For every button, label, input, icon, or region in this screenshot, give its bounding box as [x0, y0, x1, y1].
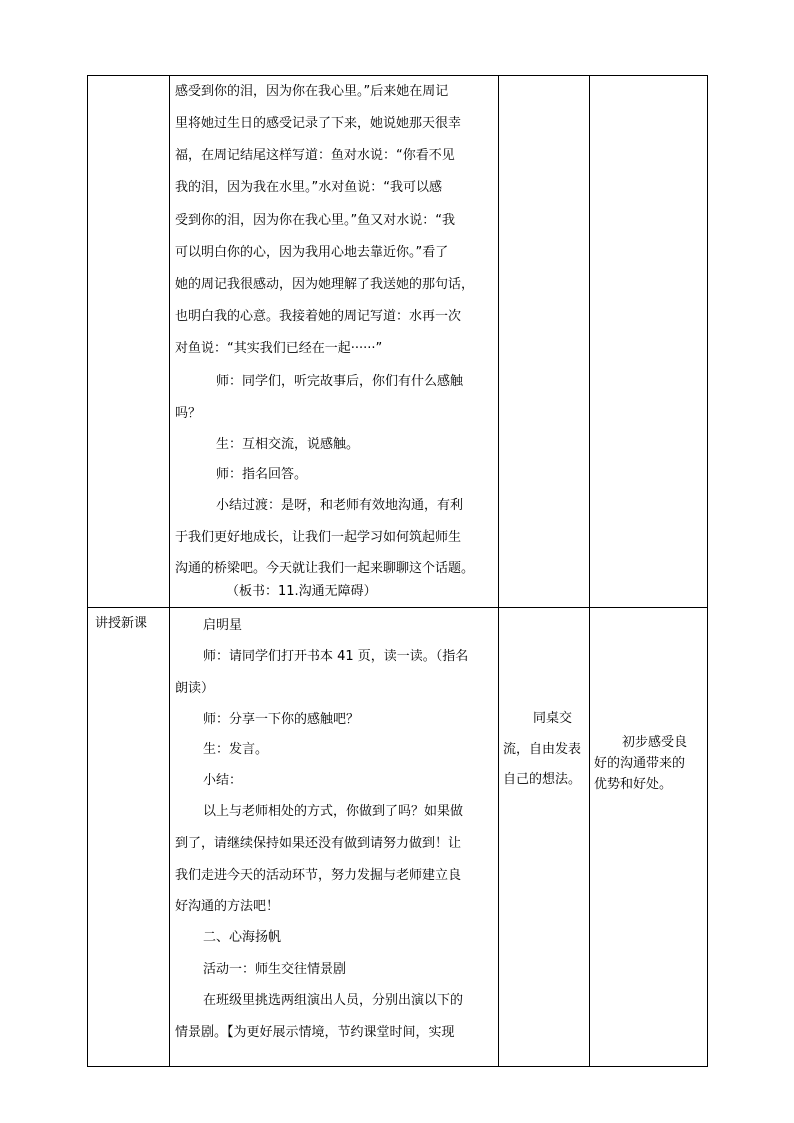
column-divider	[169, 76, 170, 1066]
student-activity-line: 自己的想法。	[503, 772, 582, 787]
row1-line: 受到你的泪，因为你在我心里。”鱼又对水说：“我	[175, 213, 455, 228]
row1-line: 她的周记我很感动，因为她理解了我送她的那句话，	[175, 277, 475, 292]
row1-line: 沟通的桥梁吧。今天就让我们一起来聊聊这个话题。	[175, 561, 475, 576]
student-activity-line: 同桌交	[533, 711, 573, 726]
row1-line: 我的泪，因为我在水里。”水对鱼说：“我可以感	[175, 180, 442, 195]
row2-line: 生：发言。	[203, 742, 269, 757]
row1-line: 可以明白你的心，因为我用心地去靠近你。”看了	[175, 245, 449, 260]
row1-line: 福，在周记结尾这样写道：鱼对水说：“你看不见	[175, 148, 455, 163]
row2-line: 朗读）	[175, 681, 215, 696]
row2-line: 启明星	[203, 618, 243, 633]
row2-line: 在班级里挑选两组演出人员，分别出演以下的	[203, 993, 464, 1008]
row1-line: 吗？	[175, 406, 202, 421]
design-intent-line: 初步感受良	[622, 735, 688, 750]
design-intent-line: 好的沟通带来的	[594, 756, 686, 771]
row2-line: 好沟通的方法吧！	[175, 899, 280, 914]
stage-label: 讲授新课	[95, 616, 148, 631]
row1-line: 生：互相交流，说感触。	[216, 437, 360, 452]
row2-line: 师：请同学们打开书本 41 页，读一读。（指名	[203, 649, 469, 664]
row1-line: 也明白我的心意。我接着她的周记写道：水再一次	[175, 309, 462, 324]
row-divider	[88, 607, 707, 608]
row1-line: （板书：11.沟通无障碍）	[226, 584, 377, 599]
row2-line: 情景剧。【为更好展示情境，节约课堂时间，实现	[175, 1025, 455, 1040]
student-activity-line: 流，自由发表	[503, 742, 582, 757]
row2-line: 活动一：师生交往情景剧	[203, 962, 347, 977]
row2-line: 到了，请继续保持如果还没有做到请努力做到！让	[175, 836, 462, 851]
row2-line: 小结：	[203, 773, 243, 788]
lesson-table	[87, 75, 708, 1067]
row1-line: 感受到你的泪，因为你在我心里。”后来她在周记	[175, 84, 449, 99]
column-divider	[498, 76, 499, 1066]
row1-line: 师：指名回答。	[216, 467, 308, 482]
design-intent-line: 优势和好处。	[594, 777, 673, 792]
row1-line: 对鱼说：“其实我们已经在一起······”	[175, 341, 383, 356]
row1-line: 师：同学们，听完故事后，你们有什么感触	[216, 374, 464, 389]
row1-line: 于我们更好地成长，让我们一起学习如何筑起师生	[175, 530, 462, 545]
row1-line: 小结过渡：是呀，和老师有效地沟通，有利	[216, 498, 464, 513]
row2-line: 二、心海扬帆	[203, 930, 282, 945]
row2-line: 我们走进今天的活动环节，努力发掘与老师建立良	[175, 868, 462, 883]
row2-line: 以上与老师相处的方式，你做到了吗？如果做	[203, 804, 464, 819]
row2-line: 师：分享一下你的感触吧？	[203, 712, 360, 727]
row1-line: 里将她过生日的感受记录了下来，她说她那天很幸	[175, 116, 462, 131]
column-divider	[589, 76, 590, 1066]
